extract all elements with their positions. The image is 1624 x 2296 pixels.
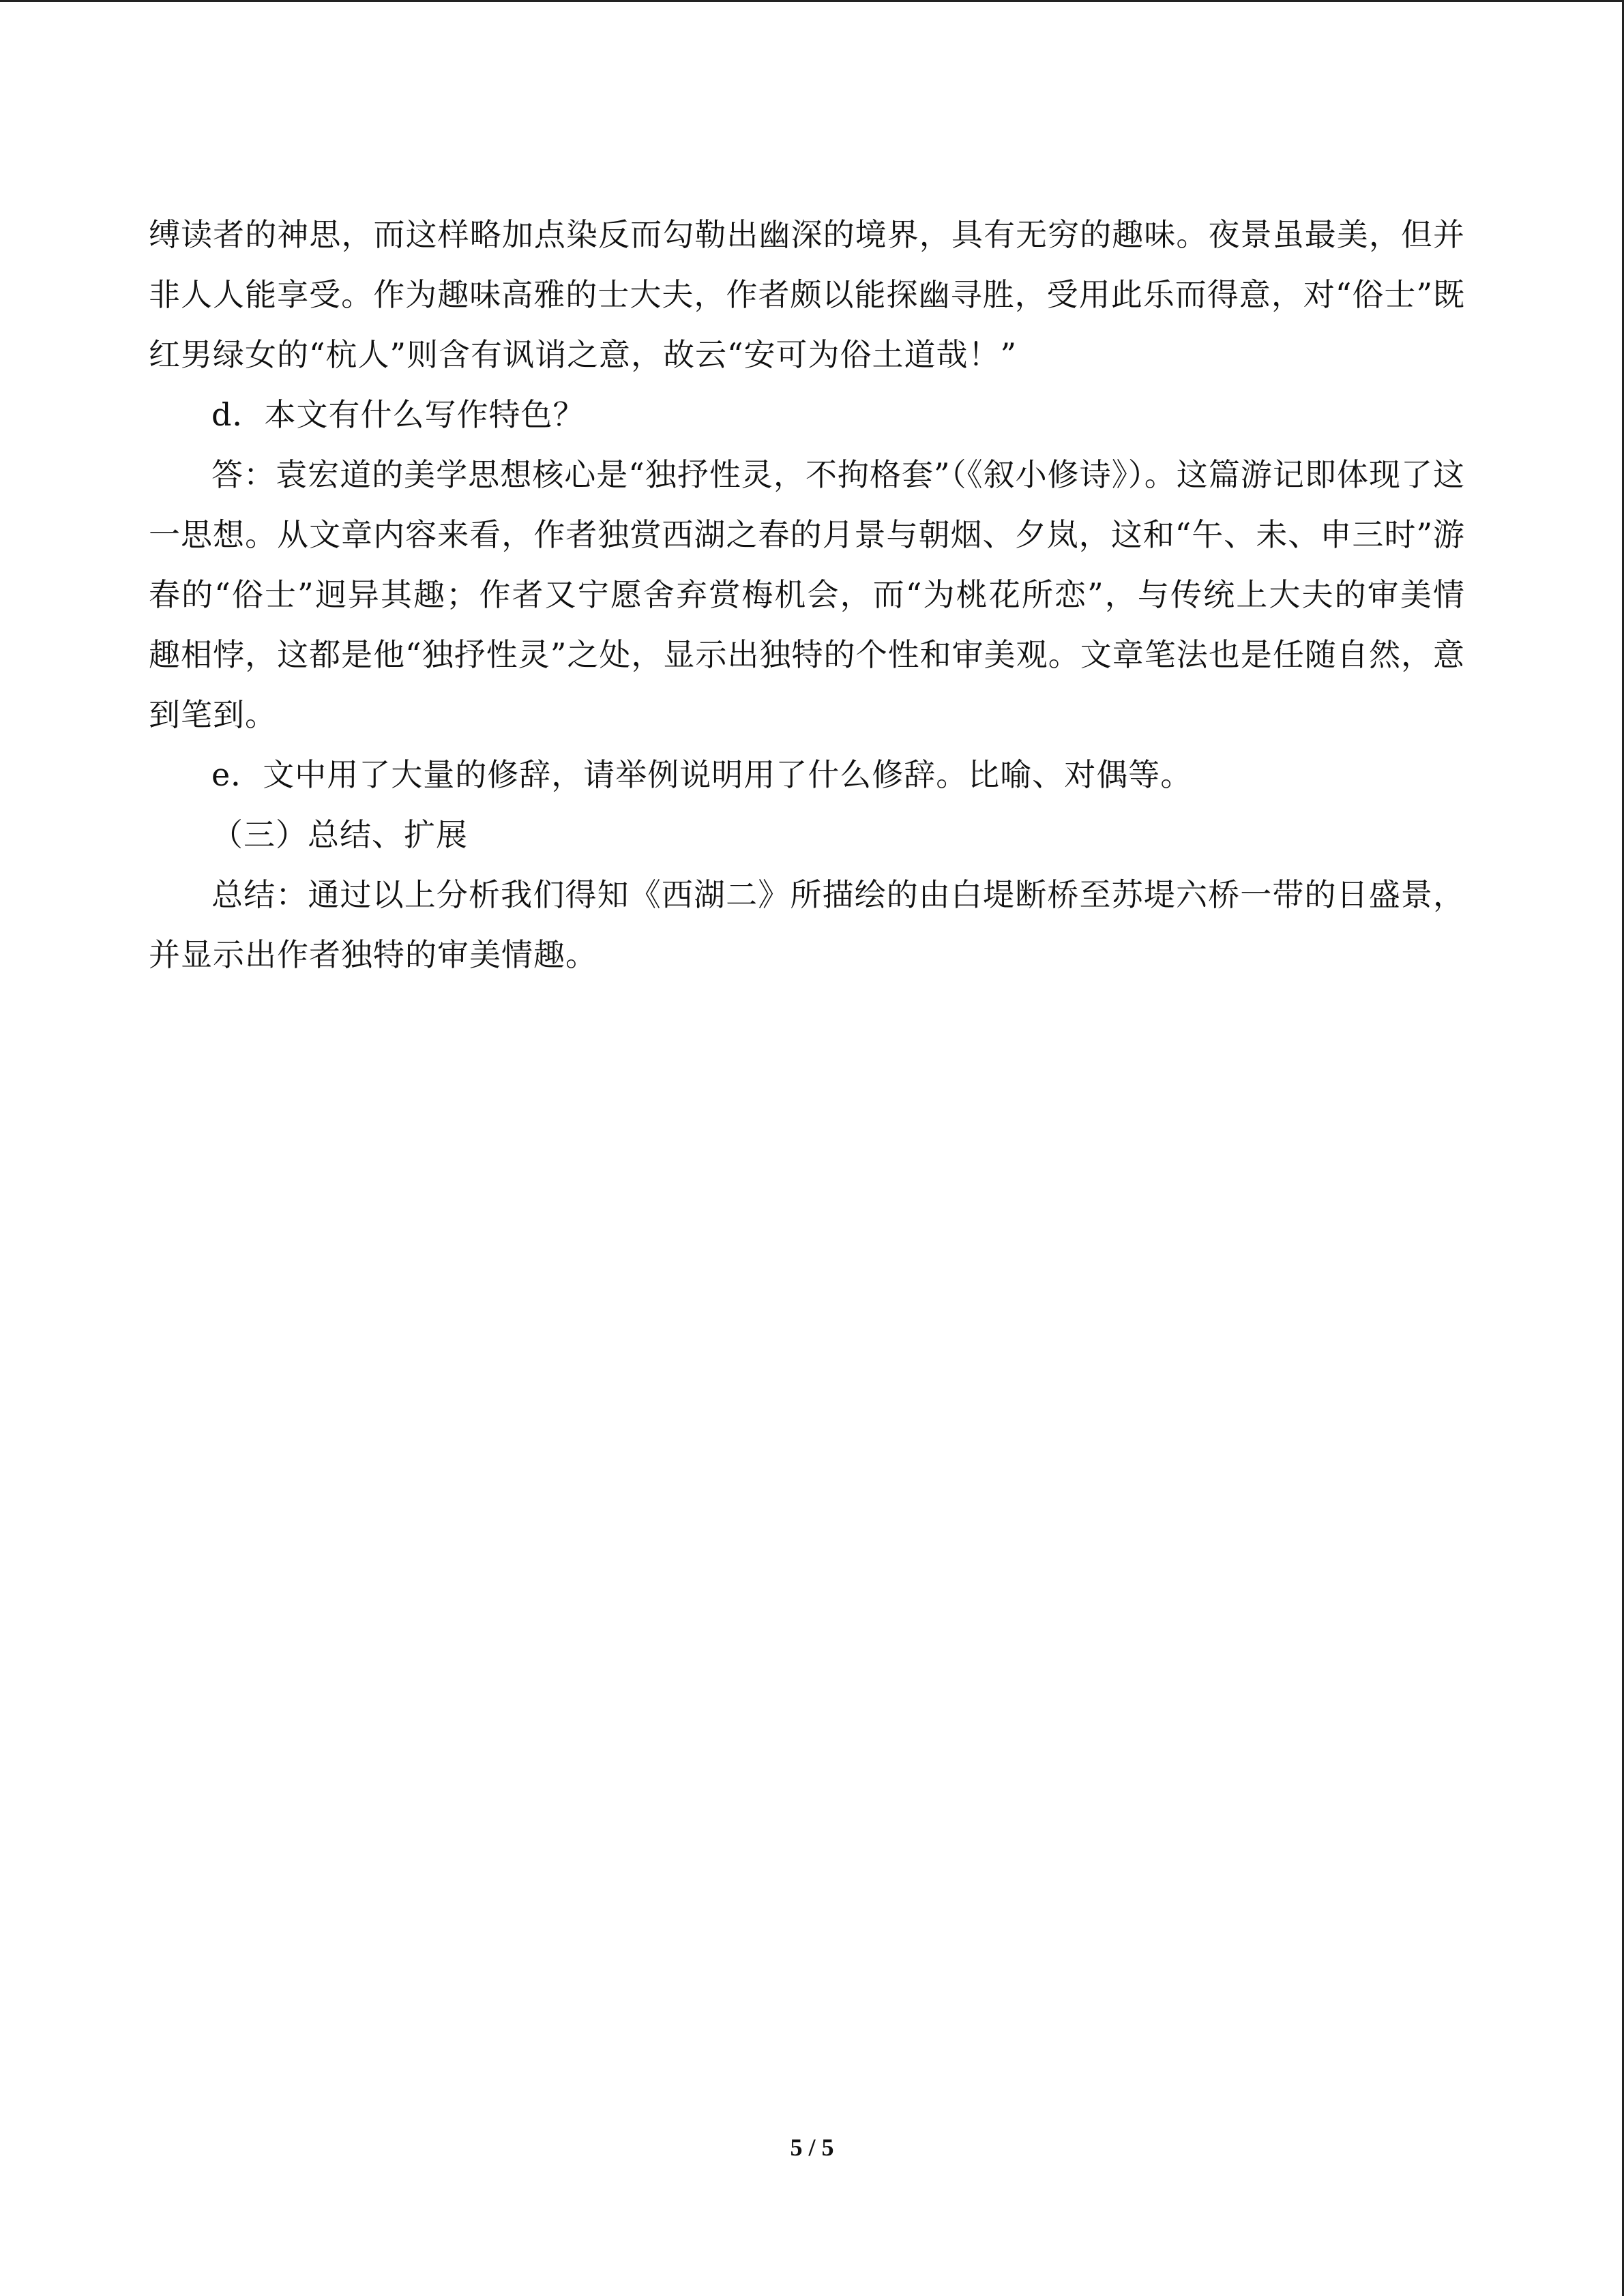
page-number: 5 / 5	[790, 2134, 834, 2161]
section-heading-summary: （三）总结、扩展	[211, 816, 468, 853]
document-body	[149, 205, 1465, 985]
answer-d-aesthetics: 答：袁宏道的美学思想核心是“独抒性灵，不拘格套”（《叙小修诗》）。这篇游记即体现了这一思想。从文章内容来看，作者独赏西湖之春的月景与朝烟、夕岚，这和“午、未、申三时”游春的“俗士”迥异其趣；作者又宁愿舍弃赏梅机会，而“为桃花所恋”，与传统上大夫的审美情趣相悖，这都是他“独抒性灵”之处，显示出独特的个性和审美观。文章笔法也是任随自然，意到笔到。	[149, 456, 1465, 733]
paragraph-continued-night-scene: 缚读者的神思，而这样略加点染反而勾勒出幽深的境界，具有无穷的趣味。夜景虽最美，但并非人人能享受。作为趣味高雅的士大夫，作者颇以能探幽寻胜，受用此乐而得意，对“俗士”既红男绿女的“杭人”则含有讽诮之意，故云“安可为俗土道哉！”	[149, 216, 1465, 373]
question-e-rhetoric: e．文中用了大量的修辞，请举例说明用了什么修辞。比喻、对偶等。	[211, 756, 1193, 793]
page-top-border	[0, 0, 1624, 2]
summary-paragraph: 总结：通过以上分析我们得知《西湖二》所描绘的由白堤断桥至苏堤六桥一带的日盛景，并显示出作者独特的审美情趣。	[149, 876, 1465, 973]
question-d-writing-features: d．本文有什么写作特色？	[211, 396, 585, 433]
